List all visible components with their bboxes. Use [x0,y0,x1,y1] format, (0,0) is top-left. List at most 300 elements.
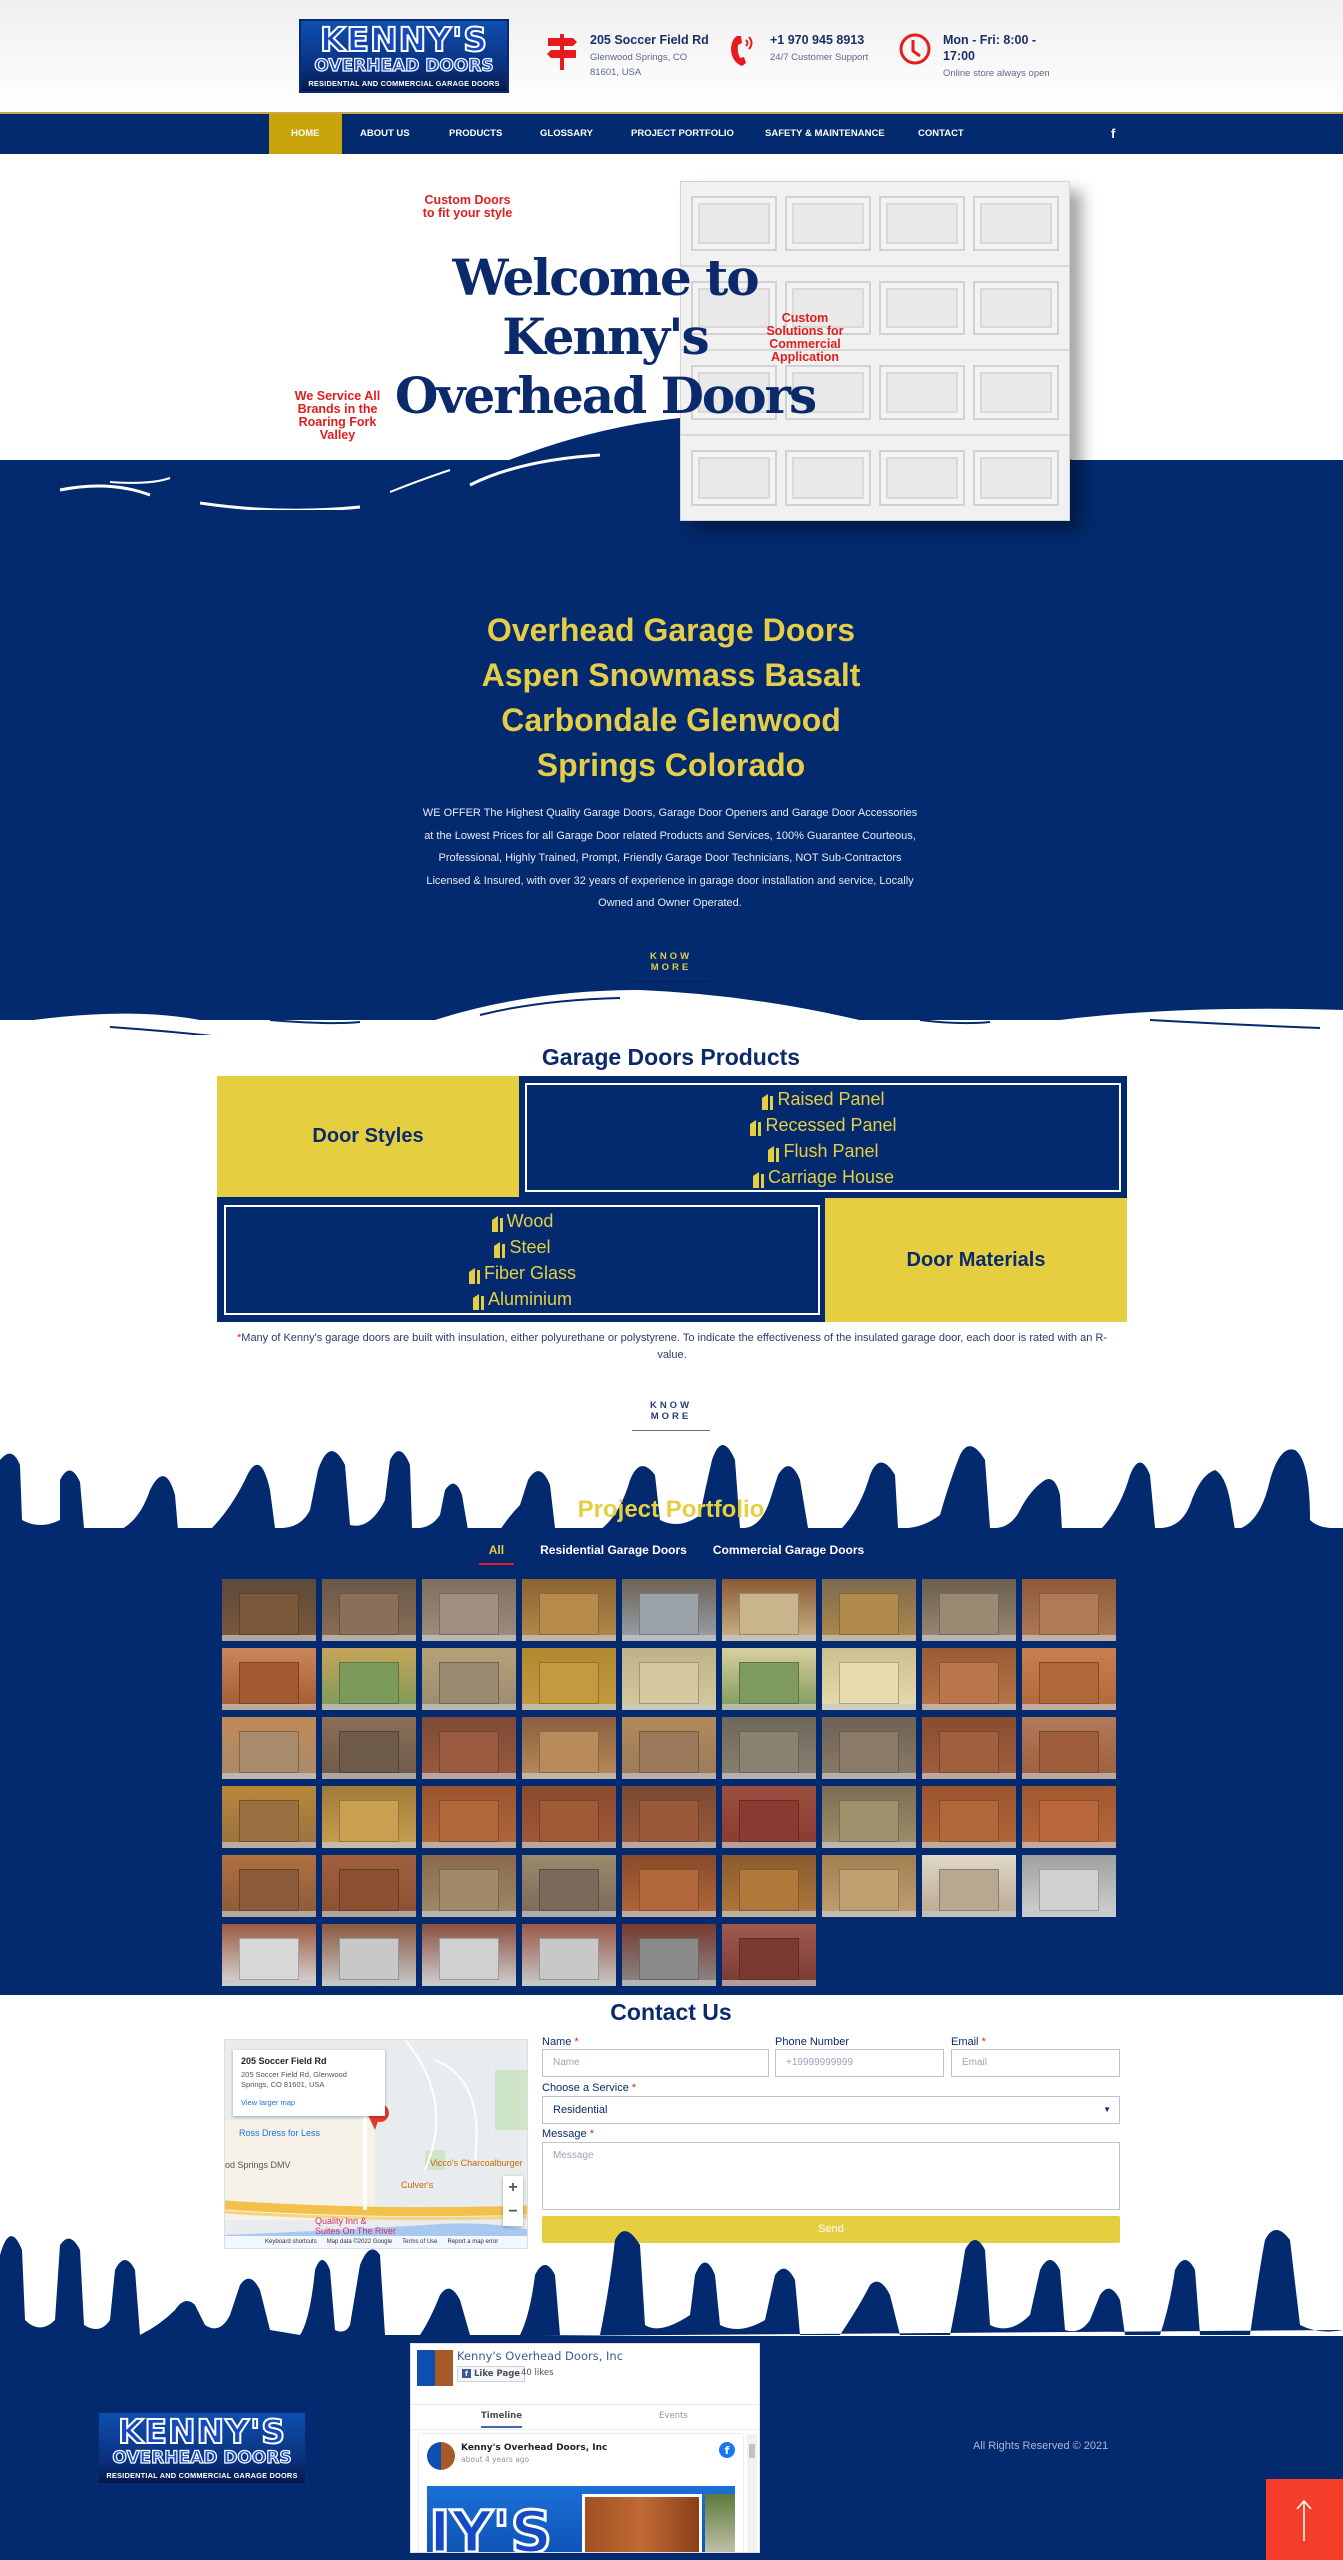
portfolio-thumbnail[interactable] [522,1924,616,1986]
about-know-more-button[interactable]: KNOW MORE [632,951,710,982]
thumbnail-ground [322,1773,416,1779]
map-label: Culver's [401,2180,434,2190]
fb-post [419,2434,743,2553]
portfolio-thumbnail[interactable] [222,1717,316,1779]
portfolio-thumbnail[interactable] [322,1924,416,1986]
products-know-more-button[interactable]: KNOW MORE [632,1400,710,1431]
facebook-icon: f [462,2369,471,2378]
portfolio-thumbnail[interactable] [522,1717,616,1779]
thumbnail-ground [822,1842,916,1848]
about-title-l2: Aspen Snowmass Basalt [481,657,861,693]
thumbnail-door [839,1731,899,1773]
tab-residential[interactable]: Residential Garage Doors [540,1543,687,1557]
required-mark: * [631,2082,637,2094]
hours-note: Online store always open [943,68,1050,79]
portfolio-thumbnail[interactable] [1022,1717,1116,1779]
fb-tab-events[interactable]: Events [659,2411,688,2421]
thumbnail-ground [422,1842,516,1848]
portfolio-thumbnail[interactable] [422,1855,516,1917]
portfolio-thumbnail[interactable] [422,1717,516,1779]
thumbnail-ground [522,1704,616,1710]
style-item[interactable] [752,1164,894,1190]
portfolio-title: Project Portfolio [577,1496,765,1523]
portfolio-thumbnail[interactable] [622,1924,716,1986]
thumbnail-door [939,1731,999,1773]
thumbnail-ground [422,1635,516,1641]
portfolio-thumbnail[interactable] [422,1786,516,1848]
fb-tabs [411,2404,759,2430]
thumbnail-ground [722,1980,816,1986]
portfolio-thumbnail[interactable] [222,1579,316,1641]
view-larger-map-link[interactable]: View larger map [241,2098,296,2107]
door-icon [468,1265,481,1281]
thumbnail-door [439,1731,499,1773]
tab-commercial[interactable]: Commercial Garage Doors [712,1543,865,1557]
map-address-l1: 205 Soccer Field Rd, Glenwood [241,2070,347,2079]
portfolio-thumbnail[interactable] [622,1855,716,1917]
phone-ringing-icon [724,32,760,72]
map-keyboard-shortcuts[interactable]: Keyboard shortcuts [265,2239,317,2245]
thumbnail-ground [422,1704,516,1710]
nav-products[interactable]: PRODUCTS [449,128,503,139]
portfolio-thumbnail[interactable] [722,1786,816,1848]
thumbnail-ground [322,1980,416,1986]
thumbnail-door [439,1593,499,1635]
note-custom-doors-l2: to fit your style [422,206,513,220]
portfolio-thumbnail[interactable] [322,1648,416,1710]
arrow-up-icon [1294,2499,1314,2543]
logo-text-kennys: KENNY'S [319,20,489,59]
portfolio-thumbnail[interactable] [622,1579,716,1641]
address-street: 205 Soccer Field Rd [590,33,709,47]
footer-logo-overhead-doors: OVERHEAD DOORS [112,2448,292,2468]
thumbnail-ground [522,1911,616,1917]
service-label [542,2082,636,2094]
style-label: Raised Panel [777,1088,885,1109]
map-terms-link[interactable]: Terms of Use [402,2239,438,2245]
service-selected-value: Residential [553,2104,608,2116]
thumbnail-door [539,1869,599,1911]
required-star: * [237,1332,242,1344]
thumbnail-ground [422,1980,516,1986]
fb-post-photo-2 [705,2494,735,2553]
material-label: Wood [506,1211,554,1231]
portfolio-thumbnail[interactable] [1022,1579,1116,1641]
back-to-top-button[interactable] [1266,2479,1343,2560]
thumbnail-door [839,1800,899,1842]
note-commercial-l2: Solutions for [766,324,844,338]
thumbnail-door [839,1869,899,1911]
portfolio-thumbnail[interactable] [922,1648,1016,1710]
door-materials-label[interactable]: Door Materials [825,1198,1127,1322]
thumbnail-door [639,1662,699,1704]
portfolio-thumbnail[interactable] [922,1786,1016,1848]
facebook-page-widget [410,2343,760,2553]
portfolio-thumbnail[interactable] [322,1579,416,1641]
tab-all[interactable]: All [479,1543,514,1565]
thumbnail-door [439,1800,499,1842]
portfolio-thumbnail[interactable] [422,1924,516,1986]
thumbnail-door [1039,1869,1099,1911]
service-select[interactable] [542,2096,1120,2124]
door-icon [752,1169,765,1185]
header-hours [897,32,1050,81]
insulation-note-text: Many of Kenny's garage doors are built with insulation, either polyurethane or polystyrene. To indicate the effectiveness of the insulated garage door, each door is rated with an R-value. [241,1332,1107,1361]
thumbnail-door [939,1593,999,1635]
portfolio-thumbnail[interactable] [822,1579,916,1641]
site-logo[interactable] [299,19,509,93]
thumbnail-door [839,1662,899,1704]
map-zoom-out-button[interactable]: − [508,2203,518,2220]
thumbnail-ground [922,1704,1016,1710]
thumbnail-door [339,1869,399,1911]
portfolio-thumbnail[interactable] [722,1855,816,1917]
thumbnail-door [939,1869,999,1911]
thumbnail-door [439,1869,499,1911]
thumbnail-door [539,1731,599,1773]
thumbnail-door [1039,1800,1099,1842]
signpost-icon [544,32,580,72]
thumbnail-ground [522,1980,616,1986]
portfolio-filter-tabs [0,1543,1343,1565]
note-service-l4: Valley [319,428,356,442]
thumbnail-door [339,1731,399,1773]
thumbnail-door [439,1938,499,1980]
portfolio-thumbnail[interactable] [522,1855,616,1917]
portfolio-thumbnail[interactable] [822,1786,916,1848]
portfolio-thumbnail[interactable] [322,1855,416,1917]
thumbnail-ground [622,1980,716,1986]
portfolio-thumbnail[interactable] [222,1648,316,1710]
footer-logo-kennys: KENNY'S [117,2412,287,2451]
about-title-l1: Overhead Garage Doors [486,612,856,648]
thumbnail-ground [822,1911,916,1917]
thumbnail-door [239,1869,299,1911]
send-button[interactable]: Send [542,2216,1120,2243]
phone-input[interactable]: +19999999999 [775,2049,944,2077]
header-phone [724,32,868,72]
name-label [542,2036,579,2048]
thumbnail-door [539,1593,599,1635]
thumbnail-door [939,1800,999,1842]
hero-title-line3: Overhead Doors [394,366,816,425]
thumbnail-ground [222,1980,316,1986]
thumbnail-door [239,1938,299,1980]
portfolio-thumbnail[interactable] [622,1786,716,1848]
products-insulation-note [230,1330,1114,1364]
thumbnail-ground [622,1635,716,1641]
thumbnail-ground [922,1911,1016,1917]
fb-post-photo [582,2494,702,2553]
footer-logo-tagline: RESIDENTIAL AND COMMERCIAL GARAGE DOORS [106,2471,298,2480]
thumbnail-ground [922,1635,1016,1641]
phone-label: Phone Number [775,2036,849,2048]
map-address-l2: Springs, CO 81601, USA [241,2080,325,2089]
portfolio-thumbnail[interactable] [322,1786,416,1848]
thumbnail-ground [422,1911,516,1917]
map-data-credit: Map data ©2022 Google [326,2239,393,2245]
thumbnail-door [539,1800,599,1842]
thumbnail-ground [222,1842,316,1848]
thumbnail-door [639,1938,699,1980]
portfolio-thumbnail[interactable] [422,1579,516,1641]
thumbnail-door [739,1731,799,1773]
portfolio-thumbnail[interactable] [422,1648,516,1710]
fb-post-time[interactable]: about 4 years ago [461,2455,530,2464]
thumbnail-ground [222,1704,316,1710]
thumbnail-door [339,1593,399,1635]
nav-glossary[interactable]: GLOSSARY [540,128,593,139]
thumbnail-door [739,1800,799,1842]
portfolio-thumbnail[interactable] [922,1717,1016,1779]
required-mark: * [981,2036,986,2048]
fb-like-page-button[interactable] [457,2366,525,2382]
thumbnail-ground [622,1773,716,1779]
fb-post-image[interactable] [427,2486,735,2553]
portfolio-thumbnail[interactable] [822,1648,916,1710]
portfolio-thumbnail[interactable] [222,1786,316,1848]
thumbnail-ground [322,1842,416,1848]
note-service-l2: Brands in the [297,402,378,416]
door-icon [491,1213,504,1229]
portfolio-thumbnail[interactable] [922,1855,1016,1917]
thumbnail-door [639,1593,699,1635]
thumbnail-ground [422,1773,516,1779]
nav-about-us[interactable]: ABOUT US [360,128,410,139]
phone-support-text: 24/7 Customer Support [770,52,869,63]
portfolio-thumbnail[interactable] [722,1924,816,1986]
message-label [542,2128,594,2140]
thumbnail-ground [822,1704,916,1710]
thumbnail-ground [1022,1635,1116,1641]
thumbnail-door [739,1593,799,1635]
required-mark: * [574,2036,579,2048]
thumbnail-door [739,1938,799,1980]
top-header [0,0,1343,110]
note-custom-doors [405,194,530,220]
footer-logo[interactable] [97,2411,307,2485]
email-label [951,2036,986,2048]
message-textarea[interactable]: Message [542,2142,1120,2210]
door-icon [761,1091,774,1107]
thumbnail-ground [222,1773,316,1779]
material-label: Fiber Glass [483,1263,577,1283]
note-custom-doors-l1: Custom Doors [424,193,511,207]
products-title: Garage Doors Products [541,1044,801,1070]
portfolio-thumbnail[interactable] [522,1786,616,1848]
fb-page-thumbnail[interactable] [417,2350,453,2386]
portfolio-thumbnail[interactable] [722,1579,816,1641]
address-zip: 81601, USA [590,67,642,78]
map-label: Ross Dress for Less [239,2128,321,2138]
thumbnail-ground [1022,1773,1116,1779]
thumbnail-ground [522,1635,616,1641]
thumbnail-door [239,1800,299,1842]
about-body: WE OFFER The Highest Quality Garage Doors, Garage Door Openers and Garage Door Accessories at the Lowest Prices for all Garage Door related Products and Services, 100% Guarantee Courteous, Professional, Highly Trained, Prompt, Friendly Garage Door Technicians, NOT Sub-Contractors Licensed & Insured, with over 32 years of experience in garage door installation and service, Locally Owned and Owner Operated. [422,807,918,909]
portfolio-thumbnail[interactable] [622,1648,716,1710]
nav-home[interactable]: HOME [269,114,342,154]
thumbnail-door [239,1731,299,1773]
thumbnail-door [639,1731,699,1773]
thumbnail-door [1039,1593,1099,1635]
fb-scrollbar-thumb[interactable] [749,2444,755,2458]
clock-icon [897,32,933,72]
thumbnail-ground [322,1911,416,1917]
portfolio-thumbnail[interactable] [722,1648,816,1710]
thumbnail-ground [722,1911,816,1917]
nav-contact[interactable]: CONTACT [918,128,964,139]
portfolio-thumbnail[interactable] [822,1855,916,1917]
thumbnail-ground [1022,1911,1116,1917]
logo-tagline: RESIDENTIAL AND COMMERCIAL GARAGE DOORS [308,79,500,88]
map-label: Vicco's Charcoalburger [430,2158,523,2168]
style-item[interactable] [749,1112,896,1138]
door-icon [493,1239,506,1255]
logo-text-overhead-doors: OVERHEAD DOORS [314,56,494,76]
products-grid [217,1076,1127,1322]
thumbnail-ground [822,1635,916,1641]
thumbnail-ground [722,1773,816,1779]
portfolio-thumbnail[interactable] [522,1648,616,1710]
thumbnail-ground [322,1635,416,1641]
note-service-brands [280,390,395,442]
hero-title-line2: Kenny's [502,307,708,366]
thumbnail-ground [622,1704,716,1710]
facebook-icon: f [719,2442,735,2458]
portfolio-thumbnail[interactable] [1022,1855,1116,1917]
thumbnail-door [739,1869,799,1911]
fb-scrollbar[interactable] [747,2434,757,2552]
fb-post-author[interactable]: Kenny's Overhead Doors, Inc [461,2443,608,2453]
about-title-l4: Springs Colorado [536,747,806,783]
nav-project-portfolio[interactable]: PROJECT PORTFOLIO [631,128,734,139]
note-service-l3: Roaring Fork [298,415,377,429]
portfolio-thumbnail[interactable] [722,1717,816,1779]
door-icon [749,1117,762,1133]
material-item[interactable] [491,1208,554,1234]
map-label: od Springs DMV [225,2160,291,2170]
thumbnail-ground [222,1635,316,1641]
map-zoom-in-button[interactable]: + [508,2179,518,2196]
fb-tab-timeline[interactable]: Timeline [481,2411,522,2428]
hero-title-line1: Welcome to [452,248,758,307]
style-item[interactable] [767,1138,878,1164]
email-input[interactable]: Email [951,2049,1120,2077]
thumbnail-door [439,1662,499,1704]
note-commercial-l3: Commercial [769,337,841,351]
portfolio-thumbnail[interactable] [222,1855,316,1917]
drip-divider-bottom [0,2225,1343,2340]
material-item[interactable] [468,1260,576,1286]
message-label-text: Message [542,2128,587,2140]
portfolio-thumbnail[interactable] [922,1579,1016,1641]
hours-line1: Mon - Fri: 8:00 - [943,33,1037,47]
google-map[interactable] [224,2039,528,2249]
portfolio-thumbnail[interactable] [1022,1786,1116,1848]
hours-line2: 17:00 [943,49,975,63]
name-label-text: Name [542,2036,572,2048]
map-report-error-link[interactable]: Report a map error [447,2239,499,2245]
thumbnail-ground [1022,1704,1116,1710]
map-info-card [233,2050,385,2116]
door-styles-label[interactable]: Door Styles [217,1076,519,1197]
about-title [371,608,971,788]
thumbnail-door [539,1662,599,1704]
thumbnail-ground [622,1842,716,1848]
portfolio-thumbnail[interactable] [222,1924,316,1986]
thumbnail-ground [822,1773,916,1779]
map-place-name: 205 Soccer Field Rd [241,2056,327,2066]
hero-title [395,248,815,425]
note-commercial [755,312,855,364]
door-materials-list [224,1205,820,1315]
copyright-text: All Rights Reserved © 2021 [973,2440,1109,2452]
door-icon [767,1143,780,1159]
portfolio-thumbnail[interactable] [1022,1648,1116,1710]
chevron-down-icon: ▼ [1103,2105,1111,2114]
service-label-text: Choose a Service [542,2082,629,2094]
map-label: Suites On The River [315,2226,396,2236]
note-commercial-l1: Custom [781,311,829,325]
thumbnail-door [639,1869,699,1911]
material-label: Aluminium [487,1289,573,1309]
note-commercial-l4: Application [770,350,840,364]
material-item[interactable] [493,1234,550,1260]
thumbnail-door [639,1800,699,1842]
thumbnail-ground [922,1773,1016,1779]
thumbnail-door [339,1662,399,1704]
email-label-text: Email [951,2036,979,2048]
address-city: Glenwood Springs, CO [590,52,688,63]
thumbnail-door [339,1938,399,1980]
facebook-icon[interactable]: f [1111,126,1116,141]
thumbnail-ground [1022,1842,1116,1848]
thumbnail-ground [722,1704,816,1710]
required-mark: * [589,2128,594,2140]
thumbnail-door [239,1593,299,1635]
thumbnail-ground [722,1842,816,1848]
style-label: Flush Panel [783,1140,879,1161]
thumbnail-ground [722,1635,816,1641]
portfolio-thumbnail[interactable] [622,1717,716,1779]
about-title-l3: Carbondale Glenwood [501,702,841,738]
thumbnail-door [1039,1731,1099,1773]
nav-safety-maintenance[interactable]: SAFETY & MAINTENANCE [765,128,885,139]
fb-post-avatar[interactable] [427,2442,455,2470]
style-item[interactable] [761,1086,884,1112]
contact-title: Contact Us [610,1999,732,2025]
fb-post-image-text: IY'S [429,2498,553,2553]
thumbnail-ground [322,1704,416,1710]
portfolio-thumbnail[interactable] [522,1579,616,1641]
portfolio-thumbnail[interactable] [822,1717,916,1779]
phone-number[interactable]: +1 970 945 8913 [770,33,865,47]
name-input[interactable]: Name [542,2049,769,2077]
thumbnail-ground [622,1911,716,1917]
material-item[interactable] [472,1286,572,1312]
portfolio-thumbnail[interactable] [322,1717,416,1779]
note-service-l1: We Service All [294,389,381,403]
portfolio-gallery [222,1579,1122,1986]
thumbnail-door [739,1662,799,1704]
fb-page-name[interactable]: Kenny's Overhead Doors, Inc [457,2349,624,2363]
main-nav [0,112,1343,154]
header-address [544,32,709,80]
fb-like-label: Like Page [474,2369,521,2379]
material-label: Steel [509,1237,551,1257]
map-label: Quality Inn & [315,2216,367,2226]
style-label: Recessed Panel [765,1114,897,1135]
